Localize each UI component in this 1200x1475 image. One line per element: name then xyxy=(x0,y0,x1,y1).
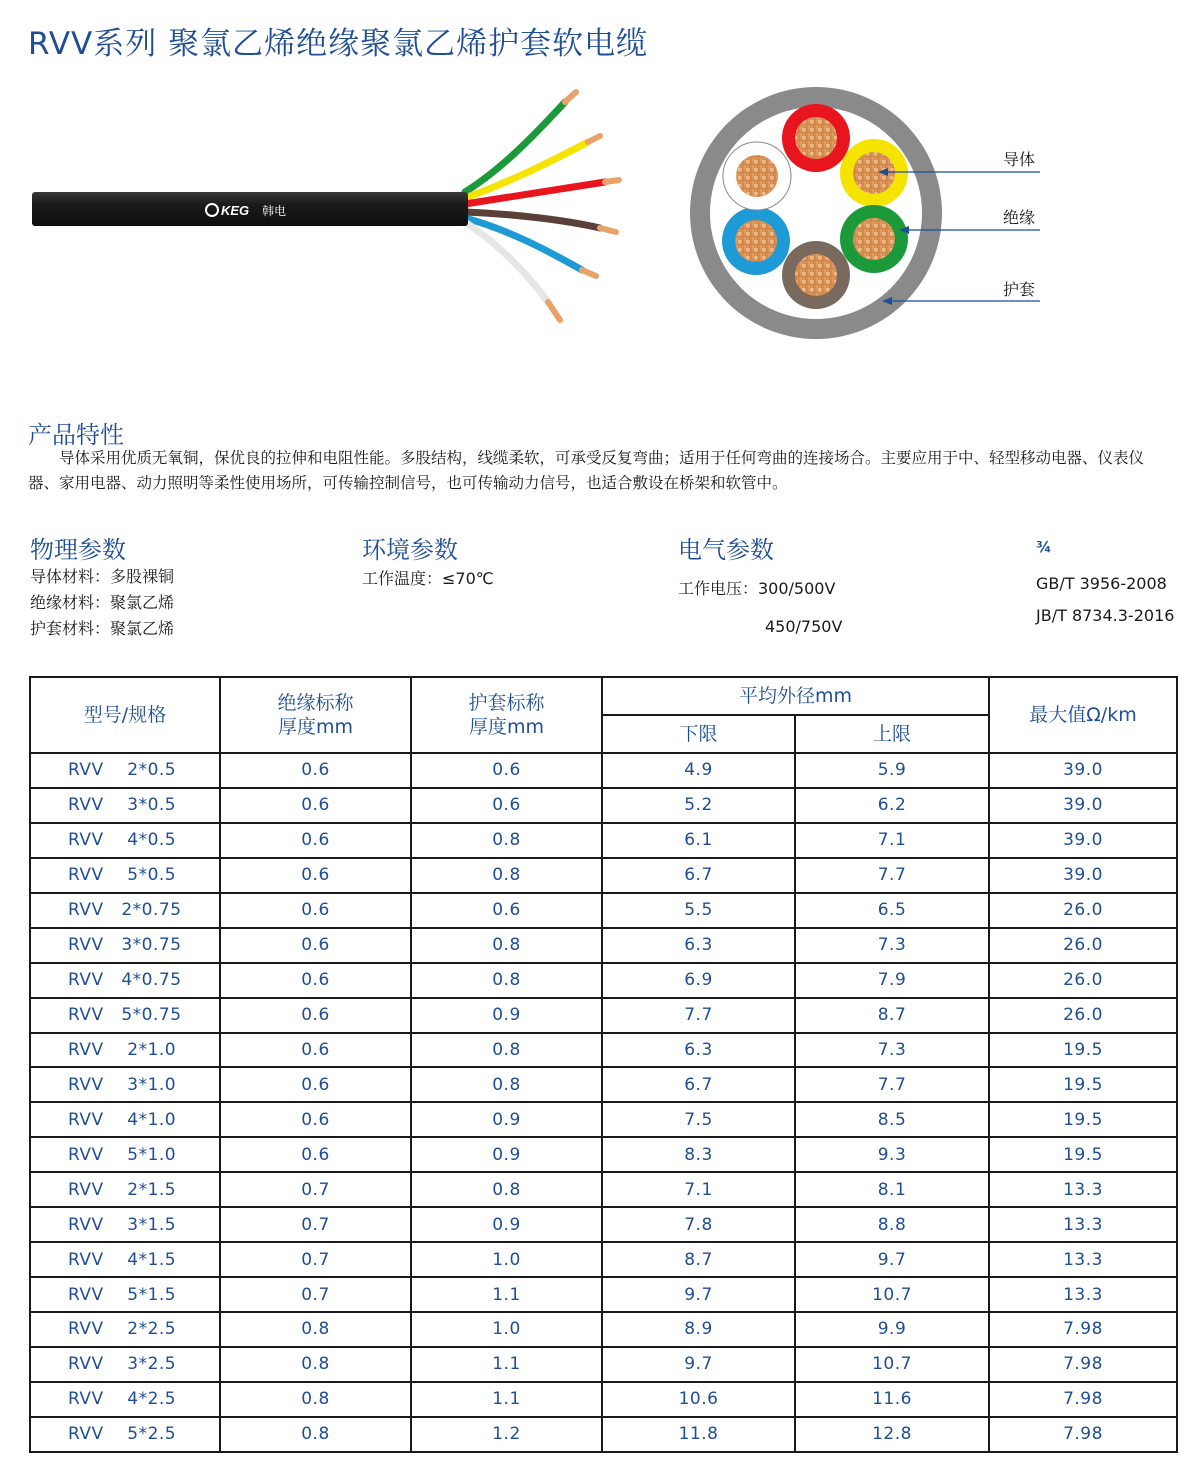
logo-brand-cn: 韩电 xyxy=(262,204,287,218)
cell-resistance: 19.5 xyxy=(989,1102,1177,1137)
cell-diameter-upper: 8.1 xyxy=(795,1172,989,1207)
cell-insulation: 0.6 xyxy=(220,1102,411,1137)
cable-sheath xyxy=(32,192,468,226)
table-row xyxy=(30,963,1177,998)
header-resistance: 最大值Ω/km xyxy=(989,677,1177,753)
cell-sheath: 0.8 xyxy=(411,1067,602,1102)
cell-resistance: 7.98 xyxy=(989,1312,1177,1347)
cell-diameter-lower: 7.8 xyxy=(602,1207,795,1242)
cell-diameter-lower: 6.9 xyxy=(602,963,795,998)
cell-diameter-upper: 8.7 xyxy=(795,998,989,1033)
cell-diameter-upper: 7.9 xyxy=(795,963,989,998)
cell-diameter-upper: 7.3 xyxy=(795,1033,989,1068)
table-row xyxy=(30,1067,1177,1102)
table-row xyxy=(30,823,1177,858)
cell-model: RVV 5*1.0 xyxy=(30,1137,220,1172)
physical-line: 绝缘材料：聚氯乙烯 xyxy=(30,593,175,612)
cell-resistance: 39.0 xyxy=(989,788,1177,823)
cell-diameter-upper: 7.3 xyxy=(795,928,989,963)
cell-diameter-lower: 6.3 xyxy=(602,1033,795,1068)
cell-insulation: 0.6 xyxy=(220,1033,411,1068)
cell-diameter-upper: 6.2 xyxy=(795,788,989,823)
header-sheath: 护套标称 厚度mm xyxy=(411,677,602,753)
cell-resistance: 39.0 xyxy=(989,823,1177,858)
cell-model: RVV 3*1.0 xyxy=(30,1067,220,1102)
cell-model: RVV 4*1.0 xyxy=(30,1102,220,1137)
cell-sheath: 1.1 xyxy=(411,1277,602,1312)
cell-sheath: 0.9 xyxy=(411,998,602,1033)
cell-model: RVV 5*2.5 xyxy=(30,1417,220,1452)
cell-sheath: 0.6 xyxy=(411,753,602,788)
cell-diameter-lower: 6.7 xyxy=(602,1067,795,1102)
cell-insulation: 0.6 xyxy=(220,893,411,928)
cell-diameter-upper: 9.9 xyxy=(795,1312,989,1347)
cell-diameter-upper: 8.5 xyxy=(795,1102,989,1137)
table-row xyxy=(30,788,1177,823)
cell-model: RVV 5*1.5 xyxy=(30,1277,220,1312)
cell-diameter-lower: 11.8 xyxy=(602,1417,795,1452)
physical-heading: 物理参数 xyxy=(30,536,126,564)
cell-diameter-upper: 7.7 xyxy=(795,858,989,893)
cell-insulation: 0.6 xyxy=(220,753,411,788)
core-green xyxy=(840,205,908,273)
table-row xyxy=(30,1033,1177,1068)
logo-text: KEG xyxy=(221,203,250,218)
cell-sheath: 0.6 xyxy=(411,788,602,823)
table-row xyxy=(30,893,1177,928)
label-insulation: 绝缘 xyxy=(1003,208,1036,227)
cell-diameter-upper: 12.8 xyxy=(795,1417,989,1452)
table-row xyxy=(30,998,1177,1033)
header-upper: 上限 xyxy=(795,715,989,753)
label-conductor: 导体 xyxy=(1003,150,1036,169)
cell-diameter-lower: 8.7 xyxy=(602,1242,795,1277)
standard-line: GB/T 3956-2008 xyxy=(1036,574,1167,593)
cell-model: RVV 2*0.5 xyxy=(30,753,220,788)
cell-diameter-lower: 7.5 xyxy=(602,1102,795,1137)
cell-diameter-upper: 5.9 xyxy=(795,753,989,788)
table-row xyxy=(30,1347,1177,1382)
table-row xyxy=(30,928,1177,963)
cell-insulation: 0.8 xyxy=(220,1417,411,1452)
cell-diameter-upper: 11.6 xyxy=(795,1382,989,1417)
cell-model: RVV 3*1.5 xyxy=(30,1207,220,1242)
cell-model: RVV 2*1.5 xyxy=(30,1172,220,1207)
cell-sheath: 0.9 xyxy=(411,1207,602,1242)
cell-resistance: 7.98 xyxy=(989,1347,1177,1382)
cell-sheath: 0.9 xyxy=(411,1137,602,1172)
core-white xyxy=(723,142,791,210)
cell-resistance: 26.0 xyxy=(989,893,1177,928)
physical-params xyxy=(30,564,174,642)
cell-sheath: 1.0 xyxy=(411,1312,602,1347)
cell-sheath: 0.9 xyxy=(411,1102,602,1137)
electrical-line: 450/750V xyxy=(765,617,843,636)
cell-sheath: 0.8 xyxy=(411,823,602,858)
cell-insulation: 0.8 xyxy=(220,1312,411,1347)
electrical-line: 工作电压：300/500V xyxy=(678,579,836,598)
cell-insulation: 0.6 xyxy=(220,788,411,823)
cell-resistance: 26.0 xyxy=(989,998,1177,1033)
cell-diameter-lower: 6.1 xyxy=(602,823,795,858)
cell-sheath: 0.6 xyxy=(411,893,602,928)
cell-resistance: 13.3 xyxy=(989,1242,1177,1277)
standard-line: JB/T 8734.3-2016 xyxy=(1036,606,1175,625)
cell-model: RVV 2*1.0 xyxy=(30,1033,220,1068)
cell-diameter-upper: 6.5 xyxy=(795,893,989,928)
environment-params xyxy=(362,566,494,592)
cell-insulation: 0.6 xyxy=(220,1067,411,1102)
core-yellow xyxy=(840,139,908,207)
electrical-params xyxy=(678,576,842,640)
cell-insulation: 0.8 xyxy=(220,1347,411,1382)
cell-diameter-upper: 7.1 xyxy=(795,823,989,858)
cell-diameter-upper: 9.3 xyxy=(795,1137,989,1172)
environment-line: 工作温度：≤70℃ xyxy=(362,569,494,588)
cell-model: RVV 5*0.5 xyxy=(30,858,220,893)
table-row xyxy=(30,1102,1177,1137)
cell-diameter-lower: 7.7 xyxy=(602,998,795,1033)
cell-insulation: 0.7 xyxy=(220,1172,411,1207)
table-row xyxy=(30,1207,1177,1242)
table-row xyxy=(30,1242,1177,1277)
label-sheath: 护套 xyxy=(1003,280,1036,299)
header-model: 型号/规格 xyxy=(30,677,220,753)
cell-insulation: 0.6 xyxy=(220,928,411,963)
cell-diameter-lower: 7.1 xyxy=(602,1172,795,1207)
cell-diameter-upper: 9.7 xyxy=(795,1242,989,1277)
cell-sheath: 0.8 xyxy=(411,928,602,963)
cell-diameter-lower: 9.7 xyxy=(602,1347,795,1382)
cell-insulation: 0.7 xyxy=(220,1277,411,1312)
cell-resistance: 19.5 xyxy=(989,1067,1177,1102)
table-row xyxy=(30,858,1177,893)
cell-model: RVV 2*2.5 xyxy=(30,1312,220,1347)
table-row xyxy=(30,753,1177,788)
cell-diameter-lower: 8.9 xyxy=(602,1312,795,1347)
cell-diameter-lower: 6.7 xyxy=(602,858,795,893)
cell-insulation: 0.6 xyxy=(220,963,411,998)
cell-insulation: 0.6 xyxy=(220,1137,411,1172)
cell-sheath: 1.0 xyxy=(411,1242,602,1277)
cell-model: RVV 3*0.5 xyxy=(30,788,220,823)
cell-resistance: 26.0 xyxy=(989,963,1177,998)
header-insulation: 绝缘标称 厚度mm xyxy=(220,677,411,753)
cell-insulation: 0.6 xyxy=(220,823,411,858)
header-diameter: 平均外径mm xyxy=(602,677,989,715)
table-row xyxy=(30,1137,1177,1172)
physical-line: 护套材料：聚氯乙烯 xyxy=(30,619,175,638)
cell-resistance: 13.3 xyxy=(989,1207,1177,1242)
cell-insulation: 0.6 xyxy=(220,998,411,1033)
cell-sheath: 1.1 xyxy=(411,1382,602,1417)
table-row xyxy=(30,1382,1177,1417)
cell-sheath: 1.1 xyxy=(411,1347,602,1382)
spec-table xyxy=(29,676,1178,1453)
cell-diameter-lower: 10.6 xyxy=(602,1382,795,1417)
cell-diameter-lower: 4.9 xyxy=(602,753,795,788)
cell-resistance: 26.0 xyxy=(989,928,1177,963)
spec-table-body xyxy=(30,753,1177,1452)
cell-insulation: 0.7 xyxy=(220,1242,411,1277)
cell-diameter-upper: 7.7 xyxy=(795,1067,989,1102)
cell-sheath: 0.8 xyxy=(411,1172,602,1207)
cell-model: RVV 4*1.5 xyxy=(30,1242,220,1277)
cell-insulation: 0.7 xyxy=(220,1207,411,1242)
cell-resistance: 7.98 xyxy=(989,1417,1177,1452)
table-row xyxy=(30,1277,1177,1312)
cell-resistance: 19.5 xyxy=(989,1137,1177,1172)
electrical-heading: 电气参数 xyxy=(678,536,774,564)
cell-model: RVV 4*0.75 xyxy=(30,963,220,998)
cell-model: RVV 5*0.75 xyxy=(30,998,220,1033)
cell-diameter-lower: 8.3 xyxy=(602,1137,795,1172)
cell-diameter-upper: 10.7 xyxy=(795,1277,989,1312)
core-blue xyxy=(722,207,790,275)
cell-diameter-lower: 5.5 xyxy=(602,893,795,928)
cell-model: RVV 2*0.75 xyxy=(30,893,220,928)
cell-resistance: 13.3 xyxy=(989,1277,1177,1312)
core-brown xyxy=(782,241,850,309)
cell-insulation: 0.6 xyxy=(220,858,411,893)
cell-diameter-upper: 8.8 xyxy=(795,1207,989,1242)
table-row xyxy=(30,1312,1177,1347)
physical-line: 导体材料：多股裸铜 xyxy=(30,567,175,586)
cell-diameter-lower: 6.3 xyxy=(602,928,795,963)
cell-sheath: 0.8 xyxy=(411,963,602,998)
environment-heading: 环境参数 xyxy=(362,536,458,564)
core-red xyxy=(782,104,850,172)
header-lower: 下限 xyxy=(602,715,795,753)
cell-resistance: 7.98 xyxy=(989,1382,1177,1417)
cell-model: RVV 4*0.5 xyxy=(30,823,220,858)
cell-diameter-upper: 10.7 xyxy=(795,1347,989,1382)
features-text: 导体采用优质无氧铜，保优良的拉伸和电阻性能。多股结构，线缆柔软，可承受反复弯曲；适用于任何弯曲的连接场合。主要应用于中、轻型移动电器、仪表仪器、家用电器、动力照明等柔性使用场所，可传输控制信号，也可传输动力信号，也适合敷设在桥架和软管中。 xyxy=(28,449,1145,492)
cell-resistance: 13.3 xyxy=(989,1172,1177,1207)
cell-model: RVV 3*2.5 xyxy=(30,1347,220,1382)
cell-diameter-lower: 5.2 xyxy=(602,788,795,823)
standards-icon: ¾ xyxy=(1036,538,1052,556)
cell-model: RVV 4*2.5 xyxy=(30,1382,220,1417)
cell-sheath: 1.2 xyxy=(411,1417,602,1452)
table-row xyxy=(30,1172,1177,1207)
page-title: RVV系列 聚氯乙烯绝缘聚氯乙烯护套软电缆 xyxy=(28,26,649,62)
cell-resistance: 39.0 xyxy=(989,753,1177,788)
cell-model: RVV 3*0.75 xyxy=(30,928,220,963)
features-heading: 产品特性 xyxy=(28,421,124,449)
cell-sheath: 0.8 xyxy=(411,1033,602,1068)
cell-resistance: 19.5 xyxy=(989,1033,1177,1068)
cell-resistance: 39.0 xyxy=(989,858,1177,893)
table-row xyxy=(30,1417,1177,1452)
cell-sheath: 0.8 xyxy=(411,858,602,893)
cable-illustration xyxy=(0,70,1200,370)
standards-list xyxy=(1036,568,1174,632)
cell-insulation: 0.8 xyxy=(220,1382,411,1417)
cell-diameter-lower: 9.7 xyxy=(602,1277,795,1312)
